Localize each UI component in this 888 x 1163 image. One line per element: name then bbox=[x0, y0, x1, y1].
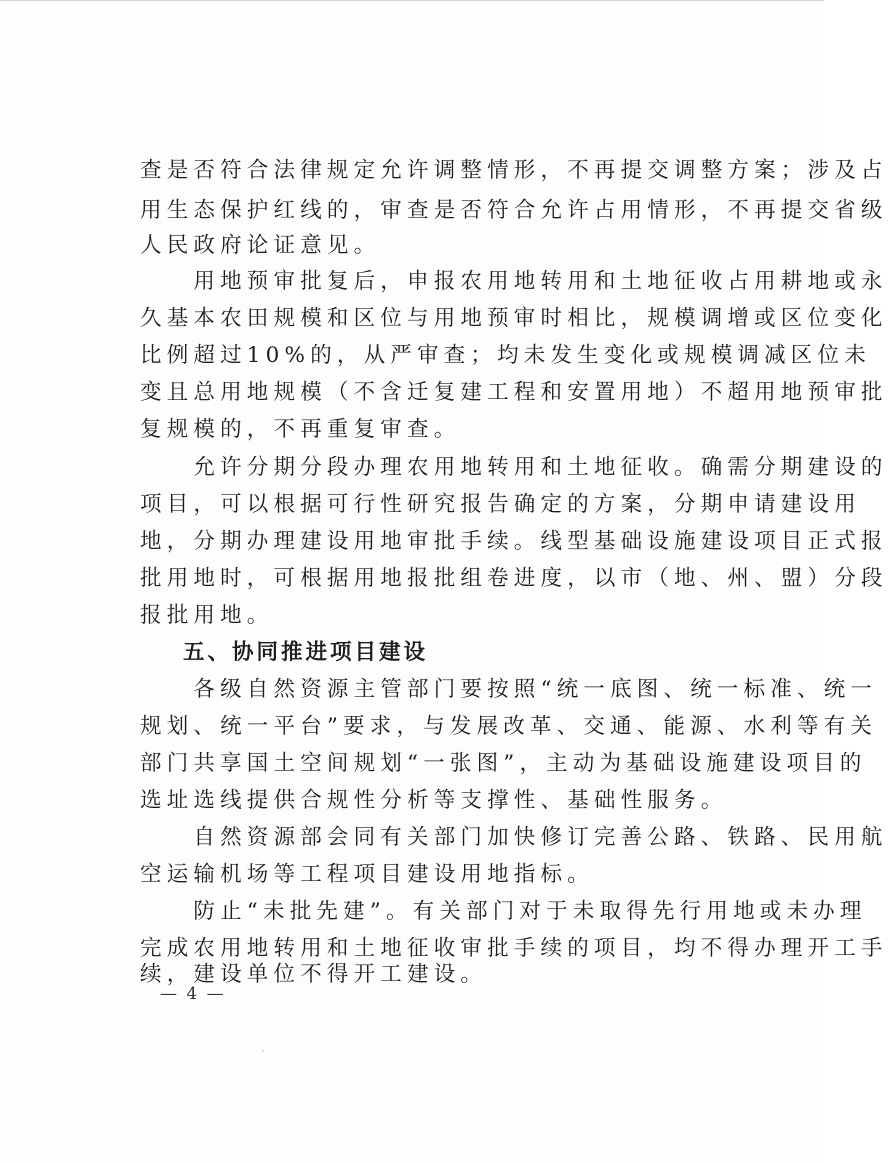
body-line: 各级自然资源主管部门要按照“统一底图、统一标准、统一 bbox=[140, 677, 878, 702]
body-line: 项目，可以根据可行性研究报告确定的方案，分期申请建设用 bbox=[140, 492, 861, 517]
body-line: 完成农用地转用和土地征收审批手续的项目，均不得办理开工手 bbox=[140, 936, 888, 961]
scan-edge bbox=[0, 0, 824, 1]
body-line: 比例超过10%的，从严审查；均未发生变化或规模调减区位未 bbox=[140, 343, 871, 368]
body-line: 报批用地。 bbox=[140, 603, 274, 628]
body-line: 空运输机场等工程项目建设用地指标。 bbox=[140, 862, 594, 887]
body-line: 选址选线提供合规性分析等支撑性、基础性服务。 bbox=[140, 788, 728, 813]
body-line: 地，分期办理建设用地审批手续。线型基础设施建设项目正式报 bbox=[140, 529, 888, 554]
section-heading: 五、协同推进项目建设 bbox=[183, 640, 429, 665]
body-line: 允许分期分段办理农用地转用和土地征收。确需分期建设的 bbox=[140, 455, 888, 480]
body-line: 部门共享国土空间规划“一张图”，主动为基础设施建设项目的 bbox=[140, 751, 867, 776]
body-line: 人民政府论证意见。 bbox=[140, 233, 381, 258]
body-line: 自然资源部会同有关部门加快修订完善公路、铁路、民用航 bbox=[140, 825, 888, 850]
body-line: 用生态保护红线的，审查是否符合允许占用情形，不再提交省级 bbox=[140, 198, 888, 223]
body-line: 久基本农田规模和区位与用地预审时相比，规模调增或区位变化 bbox=[140, 306, 888, 331]
body-line: 用地预审批复后，申报农用地转用和土地征收占用耕地或永 bbox=[140, 269, 888, 294]
page-number: — 4 — bbox=[160, 984, 226, 1004]
body-line: 查是否符合法律规定允许调整情形，不再提交调整方案；涉及占 bbox=[140, 158, 888, 183]
body-line: 规划、统一平台”要求，与发展改革、交通、能源、水利等有关 bbox=[140, 714, 878, 739]
body-line: 批用地时，可根据用地报批组卷进度，以市（地、州、盟）分段 bbox=[140, 566, 888, 591]
body-line: 防止“未批先建”。有关部门对于未取得先行用地或未办理 bbox=[140, 899, 867, 924]
body-line: 变且总用地规模（不含迁复建工程和安置用地）不超用地预审批 bbox=[140, 380, 888, 405]
scan-speck bbox=[262, 1050, 264, 1052]
body-line: 复规模的，不再重复审查。 bbox=[140, 417, 461, 442]
body-line: 续，建设单位不得开工建设。 bbox=[140, 962, 488, 987]
